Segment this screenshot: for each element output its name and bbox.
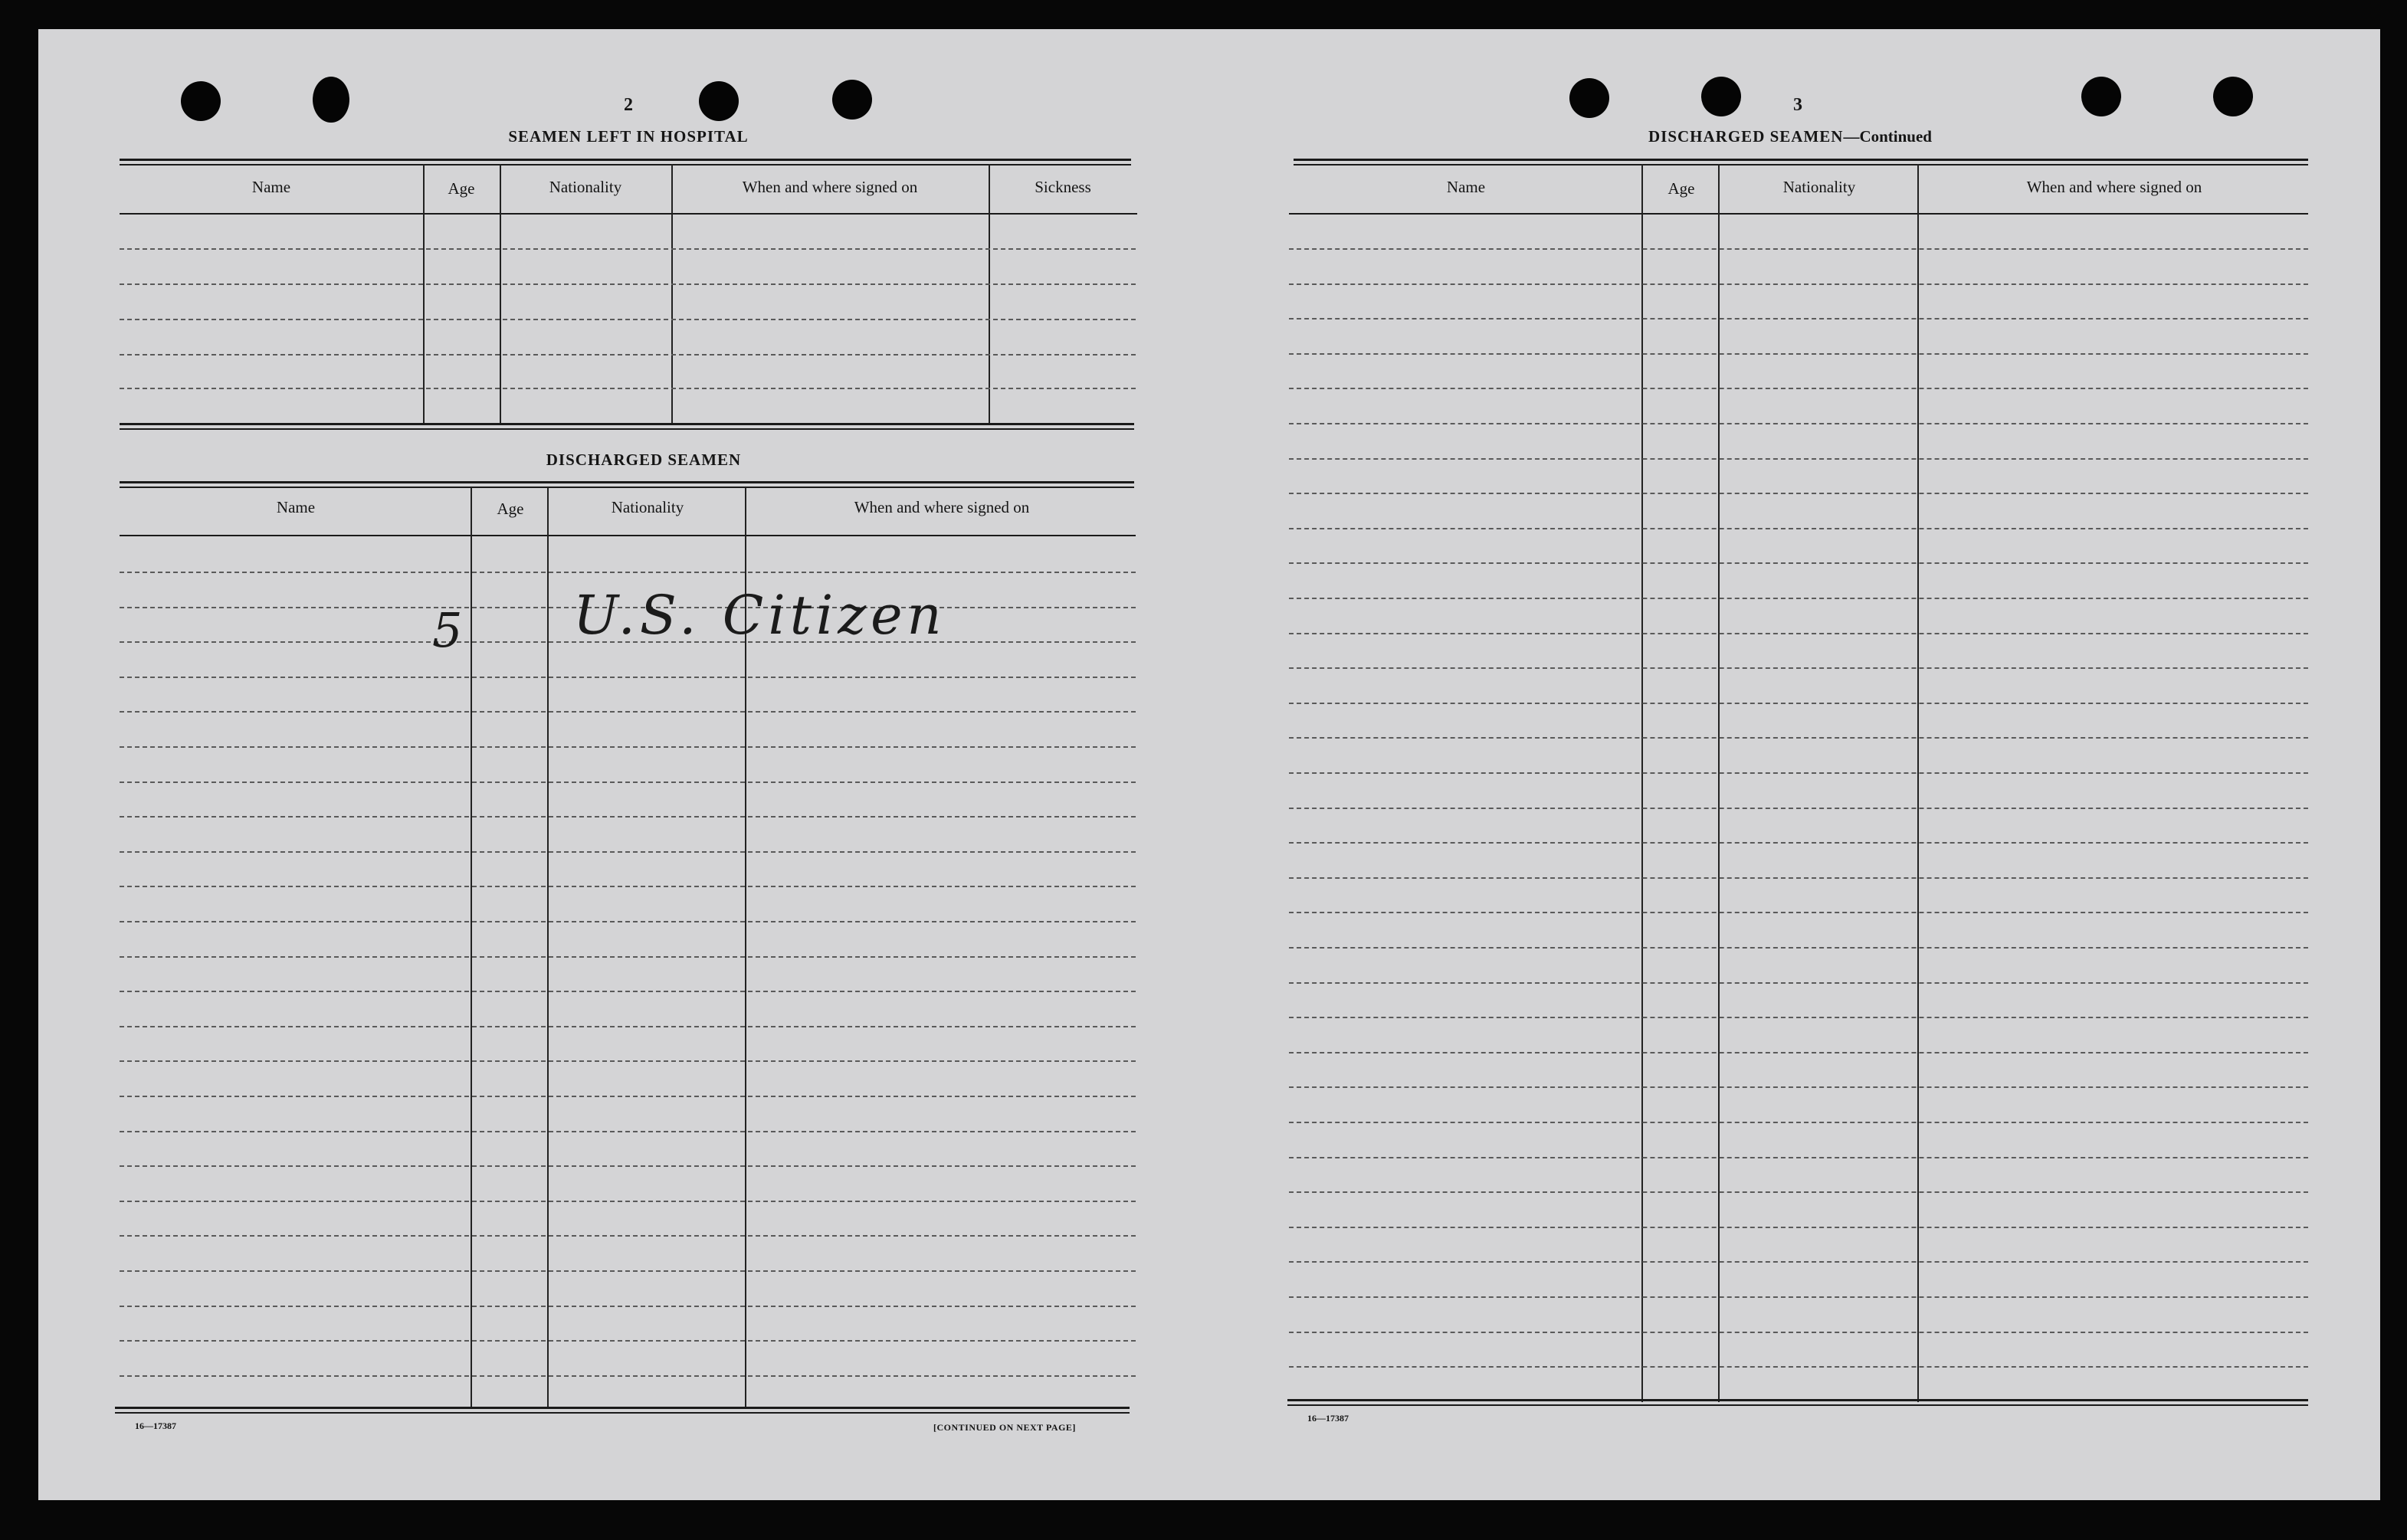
- page-number-left: 2: [624, 95, 633, 115]
- entry-line: [120, 1060, 1136, 1062]
- right-col-name: Name: [1446, 178, 1486, 196]
- hospital-col-divider: [423, 164, 425, 424]
- entry-line: [1289, 877, 2308, 879]
- entry-line: [120, 921, 1136, 922]
- handwritten-entry: [429, 549, 1012, 679]
- hospital-col-age: Age: [448, 179, 475, 198]
- page-number-right: 3: [1793, 95, 1802, 115]
- right-col-nationality: Nationality: [1782, 178, 1856, 196]
- entry-line: [1289, 528, 2308, 529]
- hospital-top-rule: [120, 164, 1131, 165]
- discharged-continued-title: [1583, 127, 1997, 146]
- discharged-col-nationality: Nationality: [611, 498, 684, 516]
- entry-line: [1289, 248, 2308, 250]
- entry-line: [1289, 458, 2308, 460]
- discharged-bottom-rule: [115, 1407, 1130, 1409]
- entry-line: [120, 816, 1136, 818]
- hospital-col-divider: [500, 164, 501, 424]
- form-number-left: 16—17387: [135, 1420, 176, 1431]
- entry-line: [1289, 1261, 2308, 1263]
- entry-line: [1289, 1122, 2308, 1123]
- right-bottom-rule: [1287, 1399, 2308, 1401]
- entry-line: [1289, 667, 2308, 669]
- right-col-divider: [1641, 164, 1643, 1402]
- entry-line: [1289, 1157, 2308, 1158]
- hospital-col-divider: [989, 164, 990, 424]
- entry-line: [120, 781, 1136, 783]
- right-header-rule: [1289, 213, 2308, 215]
- entry-line: [1289, 1052, 2308, 1053]
- entry-line: [1289, 1017, 2308, 1018]
- punch-hole: [699, 81, 739, 121]
- entry-line: [120, 991, 1136, 992]
- hospital-header-rule: [120, 213, 1137, 215]
- hospital-section-title: SEAMEN LEFT IN HOSPITAL: [508, 127, 749, 146]
- entry-line: [1289, 808, 2308, 809]
- right-col-age: Age: [1668, 179, 1695, 198]
- hospital-col-name: Name: [251, 178, 291, 196]
- entry-line: [120, 746, 1136, 748]
- right-col-divider: [1718, 164, 1720, 1402]
- entry-line: [120, 851, 1136, 853]
- punch-hole: [1701, 77, 1741, 116]
- handwritten-age: 5: [432, 602, 463, 658]
- entry-line: [120, 1026, 1136, 1027]
- right-col-divider: [1917, 164, 1919, 1402]
- entry-line: [1289, 283, 2308, 285]
- entry-line: [120, 886, 1136, 887]
- right-bottom-rule: [1287, 1404, 2308, 1406]
- hospital-entry-line: [120, 354, 1136, 356]
- handwritten-nationality: U.S. Citizen: [573, 584, 946, 647]
- punch-hole: [181, 81, 221, 121]
- entry-line: [1289, 562, 2308, 564]
- form-number-right: 16—17387: [1307, 1413, 1349, 1424]
- hospital-entry-line: [120, 388, 1136, 389]
- punch-hole: [313, 77, 349, 123]
- discharged-bottom-rule: [115, 1412, 1130, 1414]
- hospital-top-rule: [120, 159, 1131, 161]
- entry-line: [1289, 493, 2308, 494]
- hospital-entry-line: [120, 319, 1136, 320]
- entry-line: [1289, 1086, 2308, 1088]
- entry-line: [1289, 1296, 2308, 1298]
- entry-line: [120, 1201, 1136, 1202]
- entry-line: [1289, 703, 2308, 704]
- discharged-section-title: DISCHARGED SEAMEN: [546, 451, 742, 469]
- entry-line: [1289, 982, 2308, 984]
- discharged-top-rule: [120, 481, 1134, 483]
- entry-line: [120, 1306, 1136, 1307]
- hospital-bottom-rule: [120, 423, 1134, 425]
- entry-line: [120, 956, 1136, 958]
- entry-line: [120, 1131, 1136, 1132]
- ledger-sheet: [38, 29, 2380, 1500]
- discharged-header-rule: [120, 535, 1136, 536]
- entry-line: [1289, 388, 2308, 389]
- entry-line: [1289, 633, 2308, 634]
- discharged-col-name: Name: [276, 498, 316, 516]
- hospital-col-signed-on: When and where signed on: [742, 178, 918, 196]
- discharged-continued-title-main: DISCHARGED SEAMEN: [1648, 127, 1844, 146]
- entry-line: [120, 1340, 1136, 1342]
- hospital-col-sickness: Sickness: [1035, 178, 1091, 196]
- continued-note: [CONTINUED ON NEXT PAGE]: [933, 1422, 1076, 1433]
- entry-line: [120, 1270, 1136, 1272]
- punch-hole: [1569, 78, 1609, 118]
- hospital-bottom-rule: [120, 428, 1134, 430]
- discharged-top-rule: [120, 487, 1134, 488]
- entry-line: [1289, 947, 2308, 949]
- entry-line: [1289, 912, 2308, 913]
- entry-line: [120, 1375, 1136, 1377]
- entry-line: [1289, 598, 2308, 599]
- entry-line: [1289, 423, 2308, 424]
- punch-hole: [2081, 77, 2121, 116]
- hospital-entry-line: [120, 283, 1136, 285]
- entry-line: [1289, 1332, 2308, 1333]
- right-top-rule: [1294, 159, 2308, 161]
- hospital-col-nationality: Nationality: [549, 178, 622, 196]
- entry-line: [1289, 353, 2308, 355]
- entry-line: [1289, 1366, 2308, 1368]
- hospital-col-divider: [671, 164, 673, 424]
- punch-hole: [832, 80, 872, 120]
- entry-line: [1289, 1227, 2308, 1228]
- right-col-signed-on: When and where signed on: [2026, 178, 2202, 196]
- discharged-continued-title-suffix: —Continued: [1843, 127, 1932, 146]
- entry-line: [1289, 318, 2308, 319]
- entry-line: [1289, 772, 2308, 774]
- hospital-entry-line: [120, 248, 1136, 250]
- entry-line: [120, 1096, 1136, 1097]
- punch-hole: [2213, 77, 2253, 116]
- discharged-col-signed-on: When and where signed on: [854, 498, 1030, 516]
- entry-line: [120, 1235, 1136, 1237]
- entry-line: [1289, 737, 2308, 739]
- entry-line: [120, 711, 1136, 713]
- entry-line: [1289, 842, 2308, 844]
- entry-line: [120, 1165, 1136, 1167]
- right-top-rule: [1294, 164, 2308, 165]
- discharged-col-age: Age: [497, 500, 524, 518]
- entry-line: [1289, 1191, 2308, 1193]
